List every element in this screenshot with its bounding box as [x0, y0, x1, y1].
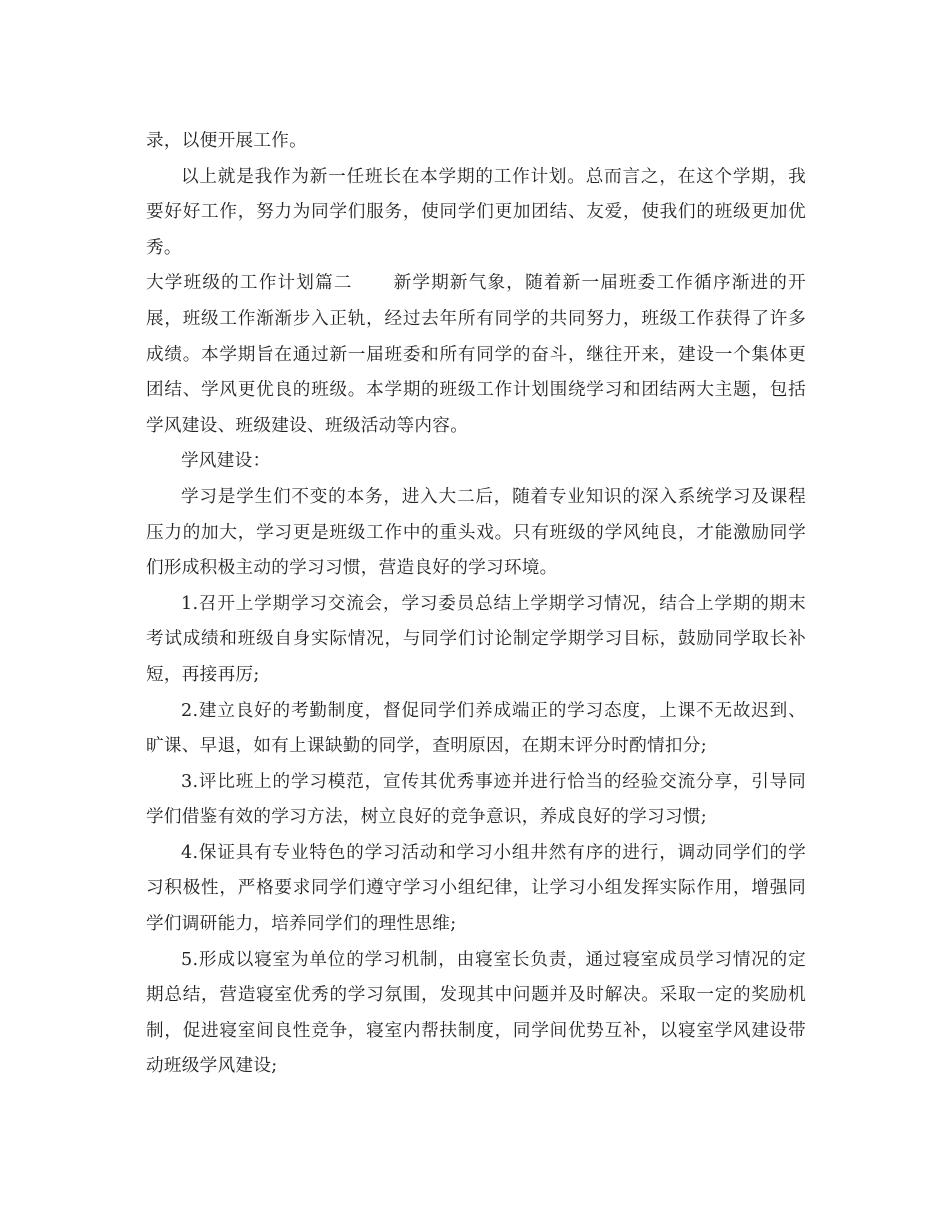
list-item-1: 1.召开上学期学习交流会，学习委员总结上学期学习情况，结合上学期的期末考试成绩和班级自身实际情况，与同学们讨论制定学期学习目标，鼓励同学取长补短，再接再厉; [146, 593, 806, 685]
paragraph-subheading-study-style: 学风建设： [181, 451, 271, 472]
list-item-2: 2.建立良好的考勤制度，督促同学们养成端正的学习态度，上课不无故迟到、旷课、早退，如有上课缺勤的同学，查明原因，在期末评分时酌情扣分; [146, 700, 806, 757]
list-item-5: 5.形成以寝室为单位的学习机制，由寝室长负责，通过寝室成员学习情况的定期总结，营造寝室优秀的学习氛围，发现其中问题并及时解决。采取一定的奖励机制，促进寝室间良性竞争，寝室内帮扶制度，同学间优势互补，以寝室学风建设带动班级学风建设; [146, 949, 806, 1077]
paragraph-plan-two-intro [146, 266, 806, 444]
list-item-3: 3.评比班上的学习模范，宣传其优秀事迹并进行恰当的经验交流分享，引导同学们借鉴有效的学习方法，树立良好的竞争意识，养成良好的学习习惯; [146, 771, 806, 828]
list-item-4: 4.保证具有专业特色的学习活动和学习小组井然有序的进行，调动同学们的学习积极性，严格要求同学们遵守学习小组纪律，让学习小组发挥实际作用，增强同学们调研能力，培养同学们的理性思维; [146, 842, 806, 935]
section-intro-text: 新学期新气象，随着新一届班委工作循序渐进的开展，班级工作渐渐步入正轨，经过去年所有同学的共同努力，班级工作获得了许多成绩。本学期旨在通过新一届班委和所有同学的奋斗，继往开来，建设一个集体更团结、学风更优良的班级。本学期的班级工作计划围绕学习和团结两大主题，包括学风建设、班级建设、班级活动等内容。 [146, 273, 806, 436]
paragraph-summary: 以上就是我作为新一任班长在本学期的工作计划。总而言之，在这个学期，我要好好工作，努力为同学们服务，使同学们更加团结、友爱，使我们的班级更加优秀。 [146, 166, 806, 258]
document-body [146, 124, 806, 1085]
section-heading: 大学班级的工作计划篇二 [146, 273, 353, 294]
paragraph-study-intro: 学习是学生们不变的本务，进入大二后，随着专业知识的深入系统学习及课程压力的加大，学习更是班级工作中的重头戏。只有班级的学风纯良，才能激励同学们形成积极主动的学习习惯，营造良好的学习环境。 [146, 486, 806, 579]
paragraph-continuation: 录，以便开展工作。 [146, 131, 308, 151]
